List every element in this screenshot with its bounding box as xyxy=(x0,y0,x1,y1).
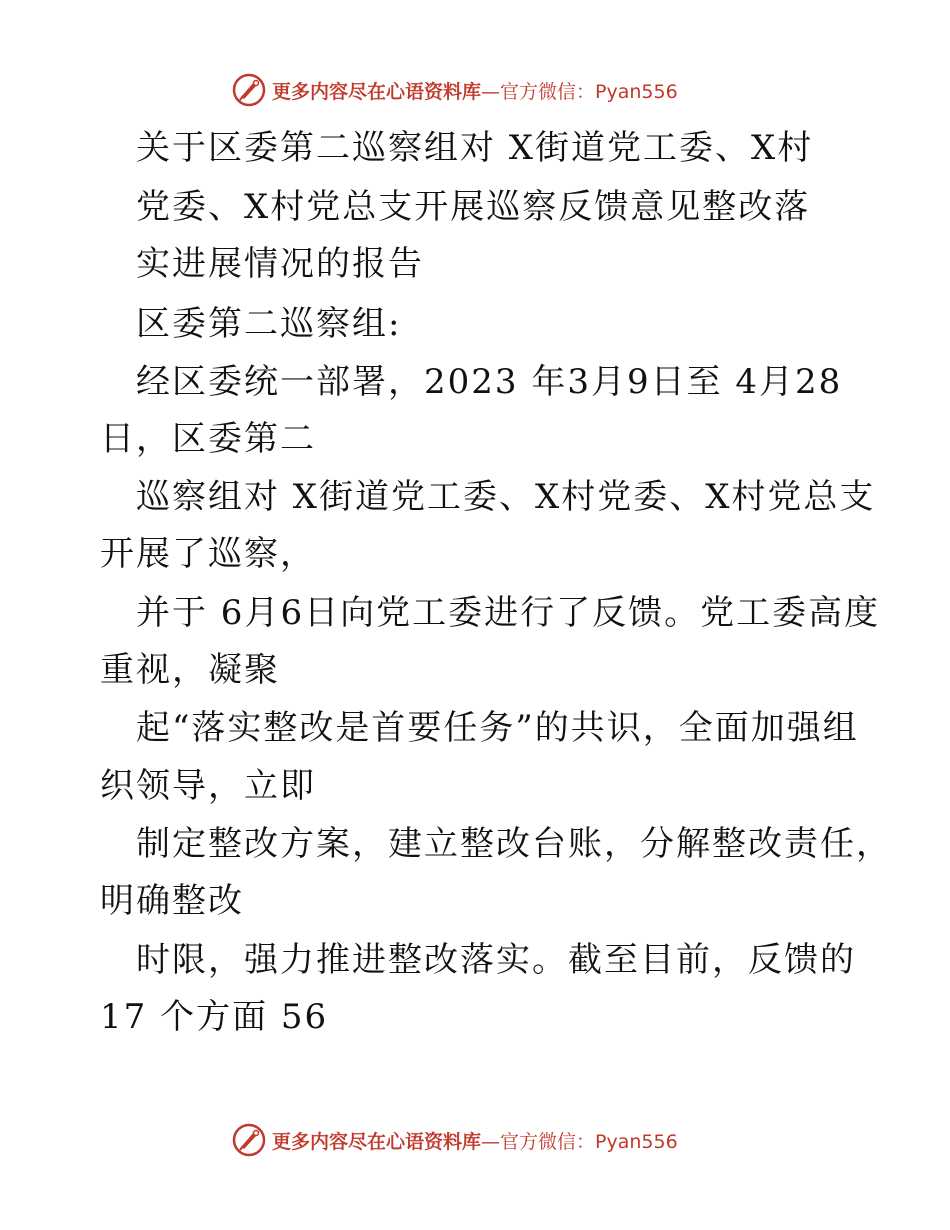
body-line-4: 开展了巡察， xyxy=(100,534,316,574)
quill-logo-icon xyxy=(232,73,266,107)
watermark-text xyxy=(272,77,678,104)
salutation: 区委第二巡察组: xyxy=(136,304,402,344)
body-line-9: 制定整改方案，建立整改台账，分解整改责任， xyxy=(136,824,892,864)
watermark-label: 官方微信： xyxy=(500,80,596,103)
body-line-6: 重视，凝聚 xyxy=(100,650,280,690)
body-line-2: 日，区委第二 xyxy=(100,419,316,459)
title-line-1: 关于区委第二巡察组对 X街道党工委、X村 xyxy=(136,128,814,168)
watermark-separator: — xyxy=(481,80,501,103)
title-line-3: 实进展情况的报告 xyxy=(136,244,424,284)
watermark-separator: — xyxy=(481,1130,501,1153)
body-line-5: 并于 6月6日向党工委进行了反馈。党工委高度 xyxy=(136,593,881,633)
body-line-12: 17 个方面 56 xyxy=(100,997,329,1037)
watermark-brand: 更多内容尽在心语资料库 xyxy=(272,80,482,103)
header-watermark xyxy=(232,73,678,107)
body-line-10: 明确整改 xyxy=(100,881,244,921)
watermark-text xyxy=(272,1127,678,1154)
body-line-1: 经区委统一部署，2023 年3月9日至 4月28 xyxy=(136,362,843,402)
watermark-account: Pyan556 xyxy=(595,1130,678,1153)
watermark-label: 官方微信： xyxy=(500,1130,596,1153)
quill-logo-icon xyxy=(232,1123,266,1157)
body-line-3: 巡察组对 X街道党工委、X村党委、X村党总支 xyxy=(136,477,876,517)
title-line-2: 党委、X村党总支开展巡察反馈意见整改落 xyxy=(136,187,811,227)
body-line-8: 织领导，立即 xyxy=(100,766,316,806)
watermark-account: Pyan556 xyxy=(595,80,678,103)
watermark-brand: 更多内容尽在心语资料库 xyxy=(272,1130,482,1153)
body-line-11: 时限，强力推进整改落实。截至目前，反馈的 xyxy=(136,940,856,980)
footer-watermark xyxy=(232,1123,678,1157)
body-line-7: 起“落实整改是首要任务”的共识，全面加强组 xyxy=(136,708,859,748)
